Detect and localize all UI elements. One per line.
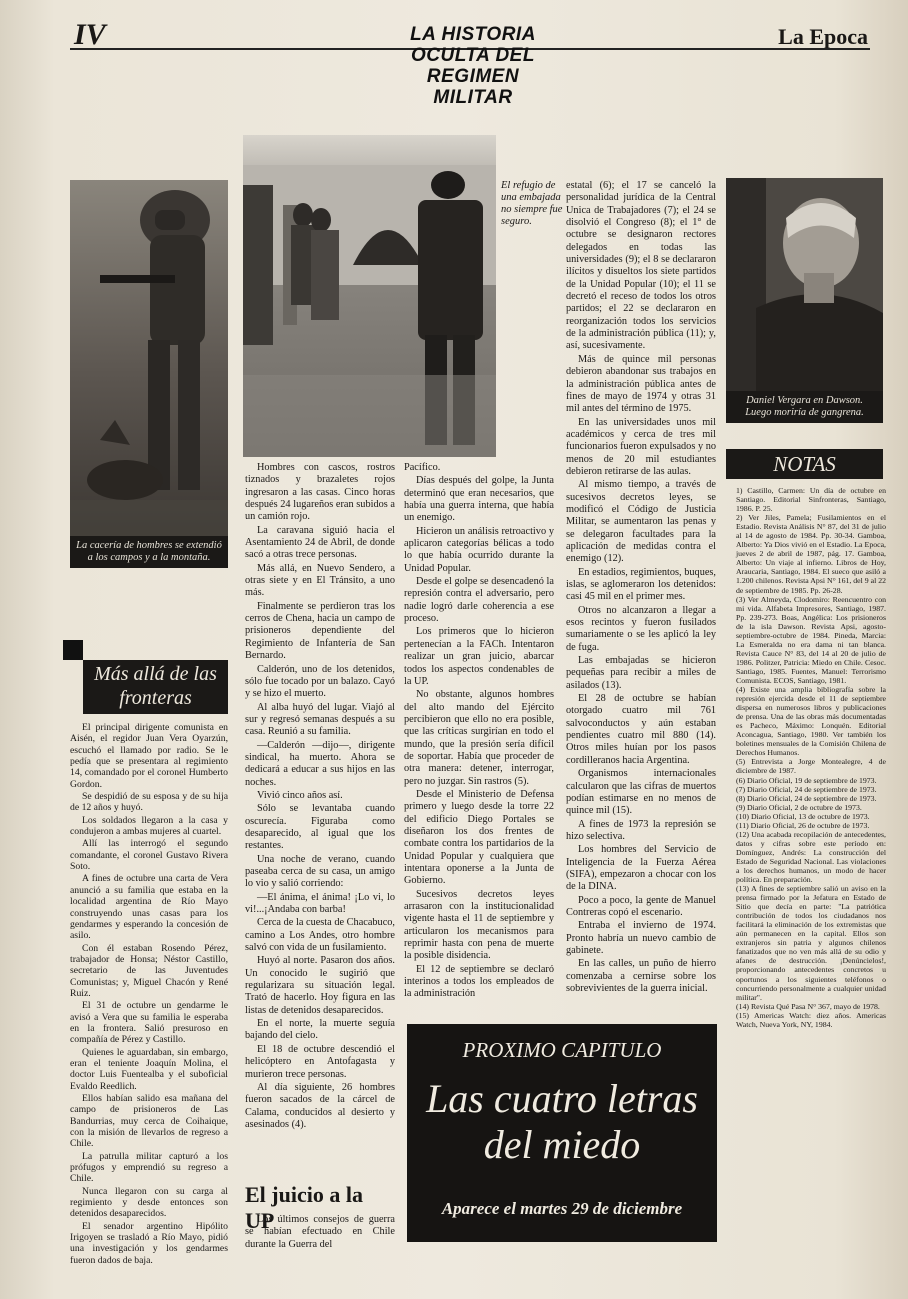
paragraph: Otros no alcanzaron a llegar a esos recintos y fueron fusilados sumariamente o se les aplicó la ley de fuga. [566,604,716,653]
paragraph: El principal dirigente comunista en Aisén, el regidor Juan Vera Oyarzún, escuchó el llamado por radio. Se le pedía que se presentara al regimiento 14, comandado por el coronel Humberto Gordon. [70,722,228,790]
paragraph: El 31 de octubre un gendarme le avisó a Vera que su familia le esperaba en la frontera. Salió presuroso en compañía de Pérez y Castillo. [70,1000,228,1046]
note-item: (14) Revista Qué Pasa N° 367, mayo de 1978. [736,1001,880,1011]
paragraph: Los últimos consejos de guerra se habían efectuado en Chile durante la Guerra del [245,1214,395,1250]
paragraph: El 12 de septiembre se declaró interinos a todos los empleados de la administración [404,963,554,1000]
note-item: (8) Diario Oficial, 24 de septiembre de 1973. [736,793,877,803]
paragraph: Huyó al norte. Pasaron dos años. Un conocido le sugirió que regularizara su situación legal. Trató de hacerlo. Hoy figura en las listas de detenidos desaparecidos. [245,955,395,1016]
next-chapter-promo [407,1024,717,1242]
paragraph: En las universidades unos mil académicos y cerca de tres mil funcionarios fueron expulsados y no menos de 20 mil estudiantes debieron retirarse de las aulas. [566,416,716,477]
paragraph: Desde el golpe se desencadenó la represión contra el adversario, pero nadie logró darle coherencia a ese proceso. [404,576,554,625]
newspaper-name: La Epoca [778,24,868,49]
photo-caption: Daniel Vergara en Dawson. Luego moriría de gangrena. [726,391,883,423]
paragraph: No obstante, algunos hombres del alto mando del Ejército percibieron que ello no era posible, que las críticas surgirían en todo el mundo, que la presión sería difícil de soportar. Había que proceder de otra manera: detener, interrogar, pero no juzgar. Sin rastros (5). [404,689,554,787]
section-marker [63,640,83,660]
paragraph: Se despidió de su esposa y de su hija de 12 años y huyó. [70,791,228,814]
note-item: (10) Diario Oficial, 13 de octubre de 1973. [736,811,870,821]
photo-caption: La cacería de hombres se extendió a los campos y a la montaña. [70,536,228,568]
paragraph: En las calles, un puño de hierro comenzaba a cernirse sobre los sobrevivientes de la guerra inicial. [566,958,716,994]
article-column-2-lead [245,1214,395,1252]
masthead-line: LA HISTORIA [410,24,536,45]
paragraph: Finalmente se perdieron tras los cerros de Chena, hacia un campo de prisioneros dependiente del Regimiento de Infantería de San Bernardo. [245,600,395,662]
paragraph: Cerca de la cuesta de Chacabuco, camino a Los Andes, otro hombre salvó con vida de un fusilamiento. [245,917,395,954]
masthead-line: OCULTA DEL [411,45,535,66]
photo-embassy [243,135,496,457]
paragraph: La caravana siguió hacia el Asentamiento 24 de Abril, de donde sacó a otras trece personas. [245,524,395,561]
paragraph: Al día siguiente, 26 hombres fueron sacados de la cárcel de Calama, conducidos al desierto y asesinados (4). [245,1081,395,1130]
note-item: (9) Diario Oficial, 2 de octubre de 1973. [736,802,862,812]
note-item: (6) Diario Oficial, 19 de septiembre de 1973. [736,775,877,785]
paragraph: Calderón, uno de los detenidos, sólo fue tocado por un balazo. Cayó y se hizo el muerto. [245,663,395,700]
paragraph: A fines de 1973 la represión se hizo selectiva. [566,818,716,842]
paragraph: En estadios, regimientos, buques, islas, se aglomeraron los detenidos: casi 45 mil en el primer mes. [566,566,716,603]
note-item: (3) Ver Almeyda, Clodomiro: Reencuentro con mi vida. Alfabeta Impresores, Santiago, 1987. Pp. 239-273. Boas, Angélica: Los prisioneros de la isla Dawson. Revista Apsi, agosto-septiembre-octubre de 1984. Pineda, Marcia: La Esmeralda no era dama ni tan blanca. Revista Cauce N° 83, del 14 al 20 de julio de 1986. Politzer, Patricia: Miedo en Chile. Cesoc. Santiago, 1985. Fuentes, Manuel: Terrorismo Comunista. ECOS, Santiago, 1981. [736,594,886,685]
paragraph: La patrulla militar capturó a los prófugos y emprendió su regreso a Chile. [70,1150,228,1185]
paragraph: A fines de octubre una carta de Vera anunció a su familia que estaba en la localidad argentina de Río Mayo construyendo unas casas para los gendarmes y esperando la concesión de asilo. [70,873,228,942]
paragraph: Vivió cinco años así. [257,789,343,801]
paragraph: Más allá, en Nuevo Sendero, a otras siete y en El Tránsito, a uno más. [245,562,395,599]
paragraph: estatal (6); el 17 se canceló la personalidad jurídica de la Central Unica de Trabajadores (7); el 24 se disolvió el Congreso (8); el 1° de octubre se designaron rectores delegados en todas las universidades (9); el 8 se declararon ilícitos y disueltos los siete partidos de la Unidad Popular (10); el 11 se decretó el receso de todos los otros partidos; el 22 se declararon en reorganización todos los servicios de la administración pública (11); y, así, sucesivamente. [566,180,716,352]
paragraph: Poco a poco, la gente de Manuel Contreras copó el escenario. [566,894,716,918]
paragraph: Al alba huyó del lugar. Viajó al sur y regresó semanas después a su casa. Reunió a su familia. [245,701,395,738]
paragraph: En el norte, la muerte seguía bajando del cielo. [245,1018,395,1042]
article-column-4 [566,180,716,996]
paragraph: Entraba el invierno de 1974. Pronto habría un nuevo cambio de gabinete. [566,920,716,956]
paragraph: Sucesivos decretos leyes arrasaron con la institucionalidad vigente hasta el 11 de septiembre y articularon los mecanismos para reprimir hasta con pena de muerte la posible disidencia. [404,888,554,962]
notes-list [736,486,886,1029]
promo-title-line: del miedo [483,1122,641,1167]
article-column-3 [404,462,554,1002]
paragraph: Pacífico. [404,462,441,473]
paragraph: Una noche de verano, cuando paseaba cerca de su casa, un amigo lo vio y salió corriendo: [245,853,395,890]
series-masthead [408,24,538,108]
paragraph: Con él estaban Rosendo Pérez, trabajador de Honsa; Néstor Castillo, secretario de las Juventudes Comunistas; y, Miguel Chacón y René Ruiz. [70,942,228,999]
paragraph: Organismos internacionales calcularon que las cifras de muertos podían estimarse en no menos de quince mil (15). [566,768,716,817]
article-column-2 [245,462,395,1132]
note-item: (15) Americas Watch: diez años. Americas Watch, Nueva York, NY, 1984. [736,1010,886,1029]
note-item: (13) A fines de septiembre salió un aviso en la prensa firmado por la Jefatura en Estado de Sitio que decía en parte: "La patriótica contribución de todos los ciudadanos nos facilitará la eliminación de los extremistas que aún permanecen en la capital. Ellos son extranjeros sin patria y algunos chilenos fanatizados que no ven más allá de su odio y afanes de destrucción. ¡Denúncielos!, proporcionando antecedentes concretos u oportunos a los siguientes teléfonos o concurriendo personalmente a cualquier unidad militar". [736,884,886,1002]
photo-soldier-dog [70,180,228,568]
note-item: (7) Diario Oficial, 24 de septiembre de 1973. [736,784,877,794]
paragraph: Al mismo tiempo, a través de sucesivos decretos leyes, se modificó el Código de Justicia Militar, se aumentaron las penas y se delegaron facultades para la aplicación de medidas contra el enemigo (12). [566,479,716,565]
section-heading-fronteras: Más allá de las fronteras [83,660,228,714]
promo-title-line: Las cuatro letras [426,1076,698,1121]
notes-heading: NOTAS [726,449,883,479]
promo-kicker: PROXIMO CAPITULO [462,1038,662,1062]
note-item: (5) Entrevista a Jorge Montealegre, 4 de diciembre de 1987. [736,757,886,776]
paragraph: El senador argentino Hipólito Irigoyen se trasladó a Río Mayo, pidió una investigación y los gendarmes fueron dados de baja. [70,1220,228,1266]
paragraph: Nunca llegaron con su carga al regimiento y desde entonces son detenidos desaparecidos. [70,1185,228,1220]
paragraph: Los hombres del Servicio de Inteligencia de la Fuerza Aérea (SIFA), empezaron a chocar con los de la DINA. [566,844,716,893]
paragraph: El 18 de octubre descendió el helicóptero en Antofagasta y murieron trece personas. [245,1043,395,1080]
promo-date: Aparece el martes 29 de diciembre [441,1199,683,1218]
paragraph: El 28 de octubre se habían otorgado cuatro mil 761 salvoconductos y aún estaban pendientes cuatro mil 880 (14). Otros miles huían por los pasos cordilleranos hacia Argentina. [566,693,716,766]
paragraph: Días después del golpe, la Junta determinó que eran necesarios, que había una guerra interna, que había un enemigo. [404,475,554,524]
paragraph: Los primeros que lo hicieron pertenecían a la FACh. Intentaron realizar un gran juicio, abarcar todos los aspectos condenables de la UP. [404,626,554,687]
note-item: 2) Ver Jiles, Pamela; Fusilamientos en el Estadio. Revista Análisis N° 87, del 31 de julio al 14 de agosto de 1984. Pp. 30-34. Gamboa, Alberto: Ya Dios vivió en el Estadio. La Epoca, jueves 2 de abril de 1987, pág. 17. Gamboa, Alberto: Un viaje al infierno. Libros de Hoy, Araucaria, Santiago, 1984. El sueco que asiló a 1.200 chilenos. Revista Apsi N° 161, del 9 al 22 de septiembre de 1985. Pp. 26-28. [736,513,886,595]
paragraph: Quienes le aguardaban, sin embargo, eran el teniente Joaquín Molina, el doctor Luis Fuentealba y el suboficial Evaldo Reedlich. [70,1046,228,1092]
paragraph: Los soldados llegaron a la casa y condujeron a ambas mujeres al cuartel. [70,814,228,838]
photo-caption: El refugio de una embajada no siempre fue seguro. [501,180,563,227]
section-heading-juicio: El juicio a la UP [245,1182,363,1233]
paragraph: Desde el Ministerio de Defensa primero y luego desde la torre 22 del edificio Diego Portales se diseñaron los dos frentes de combate contra los partidarios de la Unidad Popular y cualquiera que intentara oponerse a la Junta de Gobierno. [404,788,554,887]
paragraph: —El ánima, el ánima! ¡Lo vi, lo vi!...¡Andaba con barba! [245,891,395,916]
paragraph: —Calderón —dijo—, dirigente sindical, ha muerto. Ahora se dedicará a educar a sus hijos en las noches. [245,739,395,788]
note-item: 1) Castillo, Carmen: Un día de octubre en Santiago. Editorial Sinfronteras, Santiago, 1986. P. 25. [736,486,886,514]
note-item: (11) Diario Oficial, 26 de octubre de 1973. [736,820,870,830]
paragraph: Más de quince mil personas debieron abandonar sus trabajos en la administración pública antes de fines de mayo de 1974 y otras 31 mil antes del término de 1975. [566,353,716,415]
article-column-1 [70,722,228,1267]
note-item: (12) Una acabada recopilación de antecedentes, datos y cifras sobre este período en: Domínguez, Andrés: La construcción del Estado de Seguridad Nacional. Las violaciones a los derechos humanos, un modo de hacer política. En preparación. [736,829,886,885]
paragraph: Hicieron un análisis retroactivo y aplicaron categorías bélicas a todo lo que había ocurrido durante la Unidad Popular. [404,525,554,574]
paragraph: Las embajadas se hicieron pequeñas para recibir a miles de asilados (13). [566,655,716,691]
paragraph: Hombres con cascos, rostros tiznados y brazaletes rojos ingresaron a las casas. Cinco horas después 24 lugareños eran subidos a un camión rojo. [245,462,395,523]
masthead-line: MILITAR [433,87,513,108]
photo-daniel-vergara [726,178,883,423]
paragraph: Ellos habían salido esa mañana del campo de prisioneros de Las Bandurrias, muy cerca de Coihaique, con la misión de llevarlos de regreso a Chile. [70,1093,228,1150]
paragraph: Allí las interrogó el segundo comandante, el coronel Gustavo Rivera Soto. [70,838,228,873]
paragraph: Sólo se levantaba cuando oscurecía. Figuraba como desaparecido, al igual que los restantes. [245,803,395,852]
masthead-line: REGIMEN [426,66,520,87]
promo-title [407,1076,717,1168]
note-item: (4) Existe una amplia bibliografía sobre la represión ejercida desde el 11 de septiembre dispersa en numerosos libros y publicaciones de prensa. Una de las obras más documentadas es Pacheco, Máximo: Lonquén. Editorial Aconcagua, Santiago, 1980. Ver también los boletines mensuales de la Comisión Chilena de Derechos Humanos. [736,685,886,758]
page-number: IV [74,18,106,51]
